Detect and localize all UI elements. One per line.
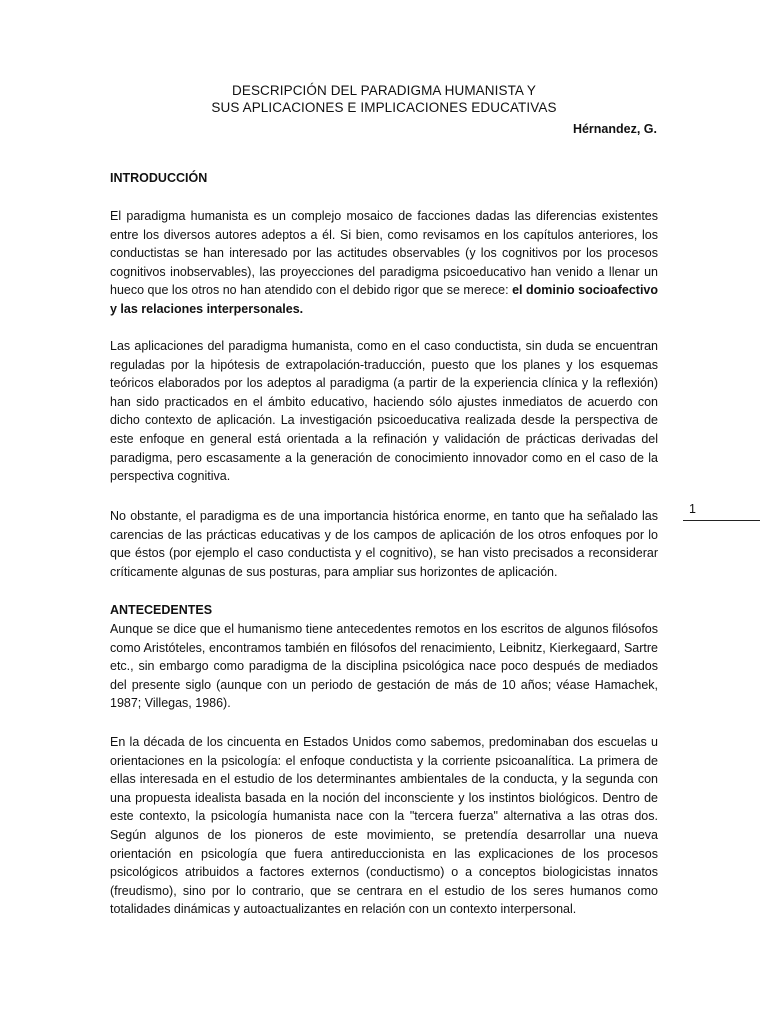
title-line-2: SUS APLICACIONES E IMPLICACIONES EDUCATIVAS bbox=[211, 100, 557, 115]
paragraph-intro-1-text: El paradigma humanista es un complejo mosaico de facciones dadas las diferencias existentes entre los diversos autores adeptos a él. Si bien, como revisamos en los capítulos anteriores, los conductistas se han interesado por las actitudes observables (y los cognitivos por los procesos cognitivos inobservables), las proyecciones del paradigma psicoeducativo han venido a llenar un hueco que los otros no han atendido con el debido rigor que se merece: bbox=[110, 209, 658, 298]
paragraph-intro-2: Las aplicaciones del paradigma humanista, como en el caso conductista, sin duda se encuentran reguladas por la hipótesis de extrapolación-traducción, puesto que los planes y los esquemas teóricos elaborados por los adeptos al paradigma (a partir de la experiencia clínica y la reflexión) han sido practicados en el ámbito educativo, haciendo sólo ajustes inmediatos de acuerdo con dicho contexto de aplicación. La investigación psicoeducativa realizada desde la perspectiva de este enfoque en general está orientada a la refinación y validación de prácticas derivadas del paradigma, pero escasamente a la generación de conocimiento innovador como en el caso de la perspectiva cognitiva. bbox=[110, 339, 658, 484]
paragraph-intro-3: No obstante, el paradigma es de una importancia histórica enorme, en tanto que ha señalado las carencias de las prácticas educativas y de los campos de aplicación de los otros enfoques por lo que éstos (por ejemplo el caso conductista y el cognitivo), se han visto precisados a reconsiderar críticamente algunas de sus posturas, para ampliar sus horizontes de aplicación. bbox=[110, 509, 658, 579]
author-name: Hérnandez, G. bbox=[572, 122, 657, 136]
paragraph-antecedentes-2: En la década de los cincuenta en Estados Unidos como sabemos, predominaban dos escuelas u orientaciones en la psicología: el enfoque conductista y la corriente psicoanalítica. La primera de ellas interesada en el estudio de los determinantes ambientales de la conducta, y la segunda con una propuesta idealista basada en la noción del inconsciente y los instintos biológicos. Dentro de este contexto, la psicología humanista nace con la "tercera fuerza" alternativa a las otras dos. Según algunos de los pioneros de este movimiento, se pretendía desarrollar una nueva orientación en psicología que fuera antireduccionista en las explicaciones de los procesos psicológicos atribuidos a factores externos (conductismo) o a conceptos biologicistas innatos (freudismo), sino por lo contrario, que se centrara en el estudio de los seres humanos como totalidades dinámicas y autoactualizantes en relación con un contexto interpersonal. bbox=[110, 735, 658, 917]
paragraph-intro-1-emphasis: el dominio socioafectivo y las relaciones interpersonales. bbox=[110, 283, 659, 316]
title-line-1: DESCRIPCIÓN DEL PARADIGMA HUMANISTA Y bbox=[231, 83, 536, 98]
paragraph-intro-1 bbox=[110, 207, 658, 319]
paragraph-antecedentes-1: Aunque se dice que el humanismo tiene antecedentes remotos en los escritos de algunos filósofos como Aristóteles, encontramos también en filósofos del renacimiento, Leibnitz, Kierkegaard, Sartre etc., sin embargo como paradigma de la disciplina psicológica nace poco después de mediados del presente siglo (aunque con un periodo de gestación de más de 10 años; véase Hamachek, 1987; Villegas, 1986). bbox=[110, 622, 658, 711]
page-number: 1 bbox=[689, 502, 696, 516]
heading-antecedentes: ANTECEDENTES bbox=[110, 603, 213, 617]
page-number-rule bbox=[683, 520, 760, 521]
document-title bbox=[0, 82, 768, 116]
heading-introduccion: INTRODUCCIÓN bbox=[110, 171, 208, 185]
